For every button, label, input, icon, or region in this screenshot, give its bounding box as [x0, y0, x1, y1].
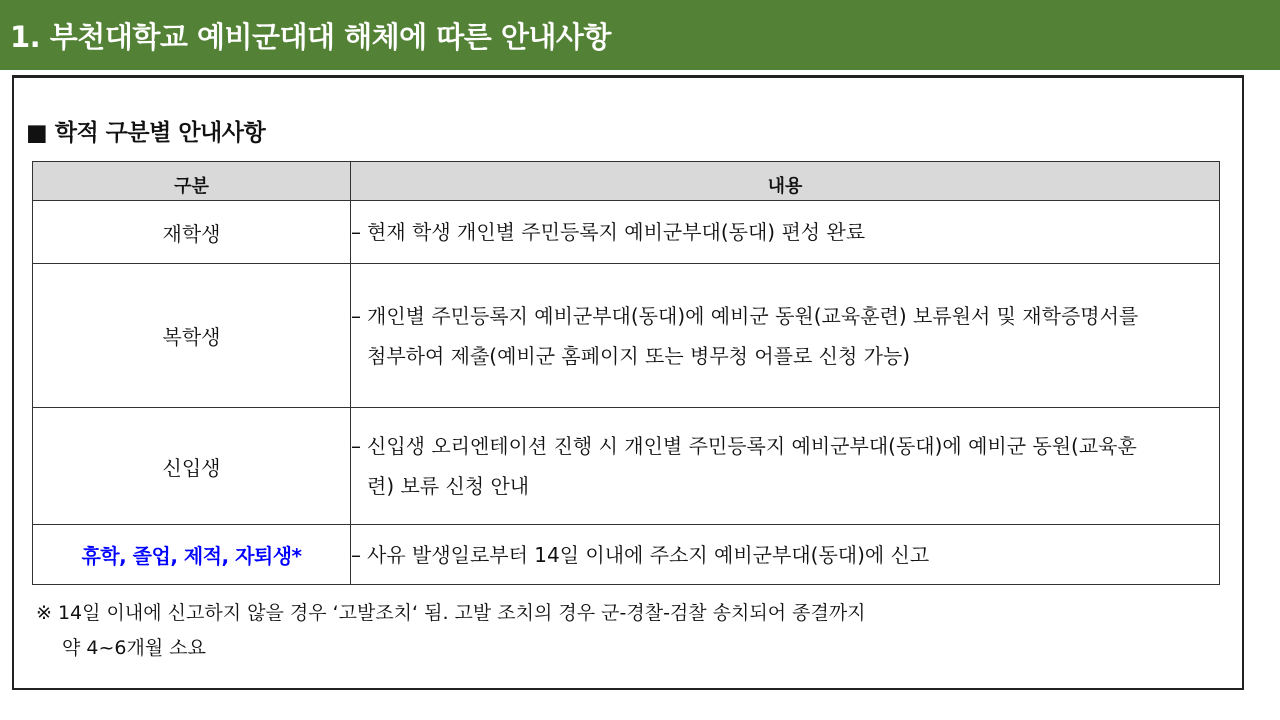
- table-header-row: [33, 162, 1220, 201]
- row-category: 신입생: [33, 408, 351, 525]
- row-category: 휴학, 졸업, 제적, 자퇴생*: [33, 525, 351, 585]
- row-content: [351, 525, 1220, 585]
- row-text: 사유 발생일로부터 14일 이내에 주소지 예비군부대(동대)에 신고: [367, 542, 930, 567]
- row-content: [351, 201, 1220, 264]
- row-bullet: –: [351, 303, 361, 328]
- footnote-line: 약 4~6개월 소요: [62, 637, 206, 659]
- row-category: 재학생: [33, 201, 351, 264]
- row-text: 현재 학생 개인별 주민등록지 예비군부대(동대) 편성 완료: [367, 220, 866, 244]
- row-category: 복학생: [33, 264, 351, 408]
- footnote-line: ※ 14일 이내에 신고하지 않을 경우 ‘고발조치‘ 됨. 고발 조치의 경우 군-경찰-검찰 송치되어 종결까지: [36, 602, 866, 624]
- table-row: [33, 525, 1220, 585]
- table-row: [33, 201, 1220, 264]
- table-row: [33, 264, 1220, 408]
- page-title-banner: [0, 0, 1280, 70]
- row-bullet: –: [351, 434, 361, 458]
- page-title: 1. 부천대학교 예비군대대 해체에 따른 안내사항: [10, 19, 611, 54]
- row-bullet: –: [351, 542, 361, 567]
- table-row: [33, 408, 1220, 525]
- column-header-category: 구분: [33, 162, 351, 201]
- footnote: [36, 596, 866, 666]
- row-text-continued: 련) 보류 신청 안내: [367, 474, 530, 498]
- row-text-continued: 첨부하여 제출(예비군 홈페이지 또는 병무청 어플로 신청 가능): [367, 343, 911, 368]
- row-content: [351, 408, 1220, 525]
- row-bullet: –: [351, 220, 361, 244]
- section-title: ■ 학적 구분별 안내사항: [26, 120, 266, 146]
- row-text: 신입생 오리엔테이션 진행 시 개인별 주민등록지 예비군부대(동대)에 예비군 동원(교육훈: [367, 434, 1137, 458]
- row-text: 개인별 주민등록지 예비군부대(동대)에 예비군 동원(교육훈련) 보류원서 및 재학증명서를: [367, 303, 1139, 328]
- column-header-content: 내용: [351, 162, 1220, 201]
- info-table: [32, 161, 1220, 585]
- row-content: [351, 264, 1220, 408]
